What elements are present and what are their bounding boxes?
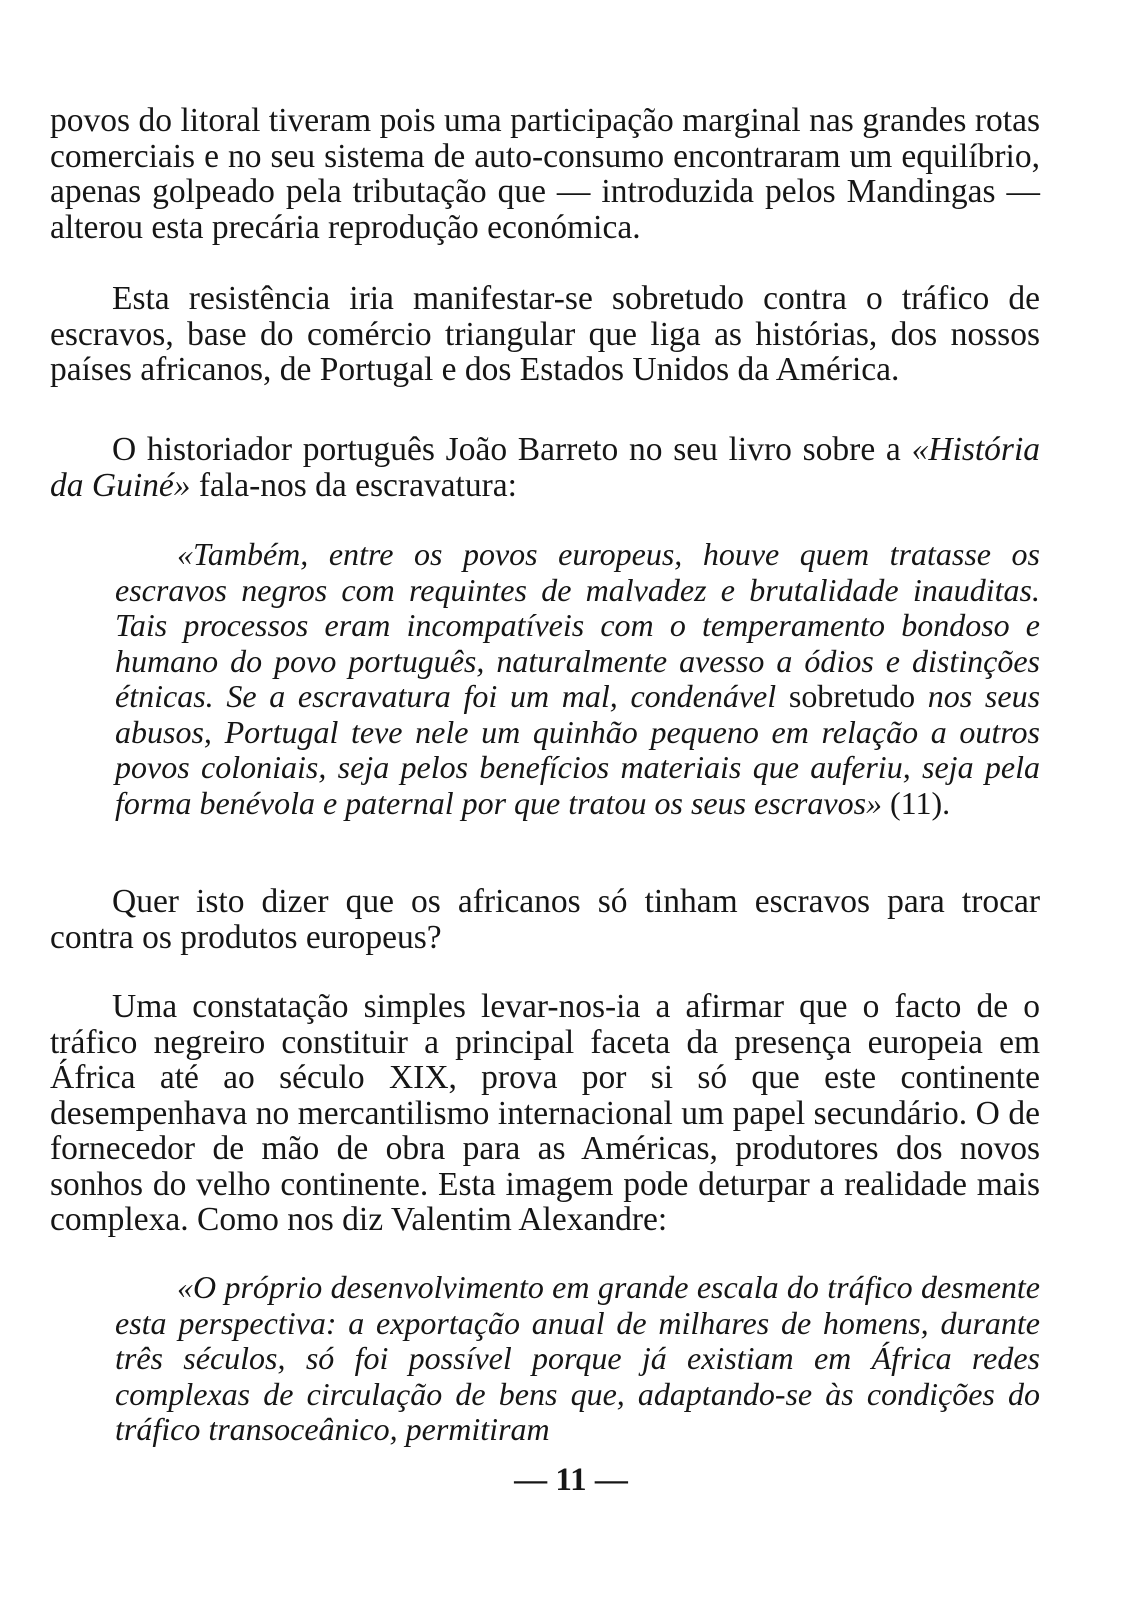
paragraph-historiador (50, 432, 1040, 503)
quote-valentim-alexandre: «O próprio desenvolvimento em grande escala do tráfico desmente esta perspectiva: a exportação anual de milhares de homens, durante três séculos, só foi possível porque já existiam em África redes complexas de circulação de bens que, adaptando-se às condições do tráfico transoceânico, permitiram (115, 1269, 1040, 1447)
page-number: — 11 — (514, 1462, 628, 1498)
paragraph-constatacao: Uma constatação simples levar-nos-ia a afirmar que o facto de o tráfico negreiro constituir a principal faceta da presença europeia em África até ao século XIX, prova por si só que este continente desempenhava no mercantilismo internacional um papel secundário. O de fornecedor de mão de obra para as Américas, produtores dos novos sonhos do velho continente. Esta imagem pode deturpar a realidade mais complexa. Como nos diz Valentim Alexandre: (50, 988, 1040, 1238)
quote-part-1: «Também, entre os povos europeus, houve quem tratasse os escravos negros com requintes de malvadez e brutalidade inauditas. Tais processos eram incompatíveis com o temperamento bondoso e humano do povo português, naturalmente avesso a ódios e distinções étnicas. Se a escravatura foi um mal, condenável (115, 536, 1040, 714)
paragraph-litoral: povos do litoral tiveram pois uma participação marginal nas grandes rotas comerciais e no seu sistema de auto-consumo encontraram um equilíbrio, apenas golpeado pela tributação que — introduzida pelos Mandingas — alterou esta precária reprodução económica. (50, 102, 1040, 246)
book-title: «História da Guiné» (50, 431, 1041, 504)
paragraph-historiador-intro: O historiador português João Barreto no seu livro sobre a (112, 431, 901, 468)
quote-joao-barreto (115, 537, 1040, 821)
quote-part-2: nos seus abusos, Portugal teve nele um quinhão pequeno em relação a outros povos coloniais, seja pelos benefícios materiais que auferiu, seja pela forma benévola e paternal por que tratou os seus escravos» (115, 678, 1041, 821)
paragraph-question: Quer isto dizer que os africanos só tinham escravos para trocar contra os produtos europeus? (50, 883, 1040, 956)
paragraph-resistencia: Esta resistência iria manifestar-se sobretudo contra o tráfico de escravos, base do comércio triangular que liga as histórias, dos nossos países africanos, de Portugal e dos Estados Unidos da América. (50, 280, 1040, 388)
footnote-reference: (11). (890, 784, 951, 821)
quote-roman-word: sobretudo (788, 678, 916, 714)
paragraph-historiador-end: fala-nos da escravatura: (198, 466, 517, 504)
